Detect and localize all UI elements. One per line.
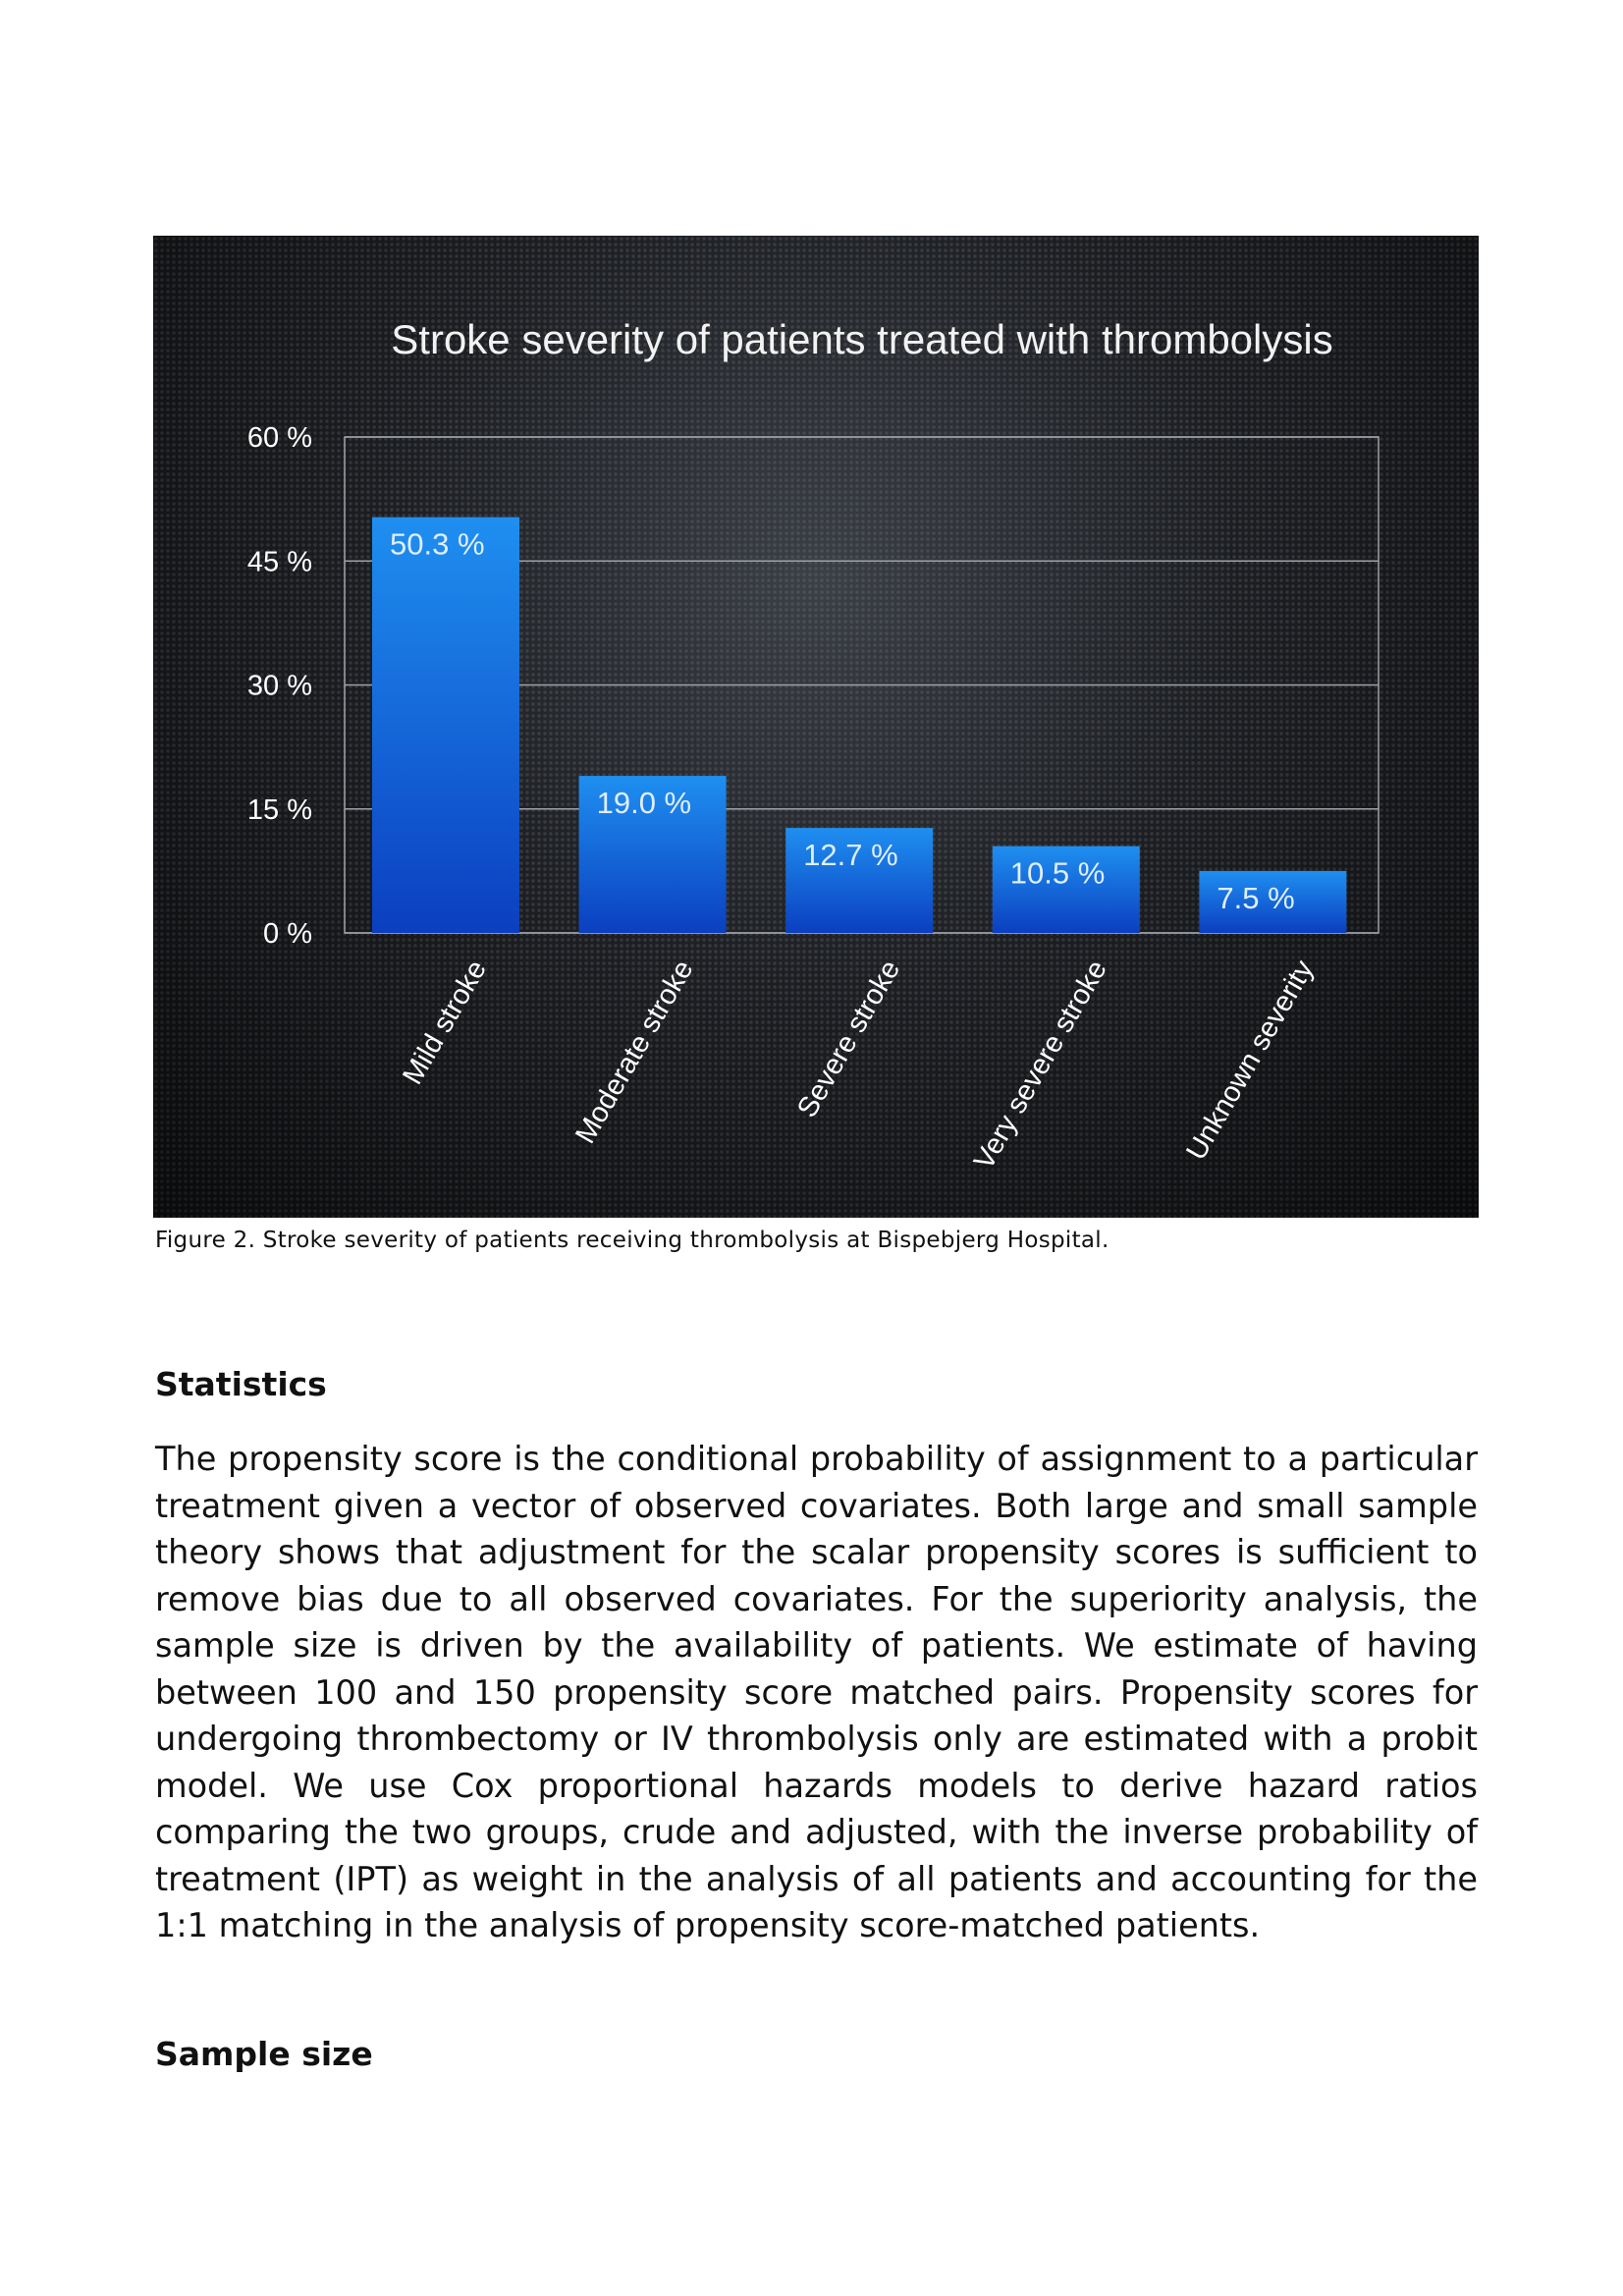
bar-value-label: 19.0 % (596, 786, 692, 821)
bar (372, 518, 519, 933)
chart-figure (153, 236, 1479, 1218)
x-category-label: Unknown severity (1180, 955, 1321, 1166)
x-category-label: Severe stroke (791, 955, 907, 1123)
y-tick-label: 30 % (246, 670, 312, 702)
y-tick-label: 15 % (246, 793, 312, 826)
y-tick-label: 0 % (263, 918, 312, 950)
x-category-label: Mild stroke (397, 955, 494, 1090)
statistics-paragraph: The propensity score is the conditional probability of assignment to a particular treatment given a vector of observed covariates. Both large and small sample theory shows that adjustment for the scalar propensity scores is sufficient to remove bias due to all observed covariates. For the superiority analysis, the sample size is driven by the availability of patients. We estimate of having between 100 and 150 propensity score matched pairs. Propensity scores for undergoing thrombectomy or IV thrombolysis only are estimated with a probit model. We use Cox proportional hazards models to derive hazard ratios comparing the two groups, crude and adjusted, with the inverse probability of treatment (IPT) as weight in the analysis of all patients and accounting for the 1:1 matching in the analysis of propensity score-matched patients. (155, 1440, 1478, 1944)
section-heading-sample-size: Sample size (155, 2035, 373, 2073)
x-category-label: Moderate stroke (569, 955, 700, 1149)
bar-value-label: 12.7 % (803, 838, 898, 873)
y-tick-label: 60 % (246, 422, 312, 454)
figure-caption: Figure 2. Stroke severity of patients receiving thrombolysis at Bispebjerg Hospital. (155, 1228, 1109, 1253)
y-tick-label: 45 % (246, 546, 312, 578)
bar-chart (153, 236, 1479, 1218)
bar-value-label: 7.5 % (1217, 880, 1295, 915)
chart-title: Stroke severity of patients treated with thrombolysis (391, 316, 1333, 362)
bar-value-label: 10.5 % (1009, 855, 1106, 891)
x-category-label: Very severe stroke (968, 955, 1113, 1175)
bar-value-label: 50.3 % (390, 526, 485, 562)
section-heading-statistics: Statistics (155, 1365, 327, 1403)
